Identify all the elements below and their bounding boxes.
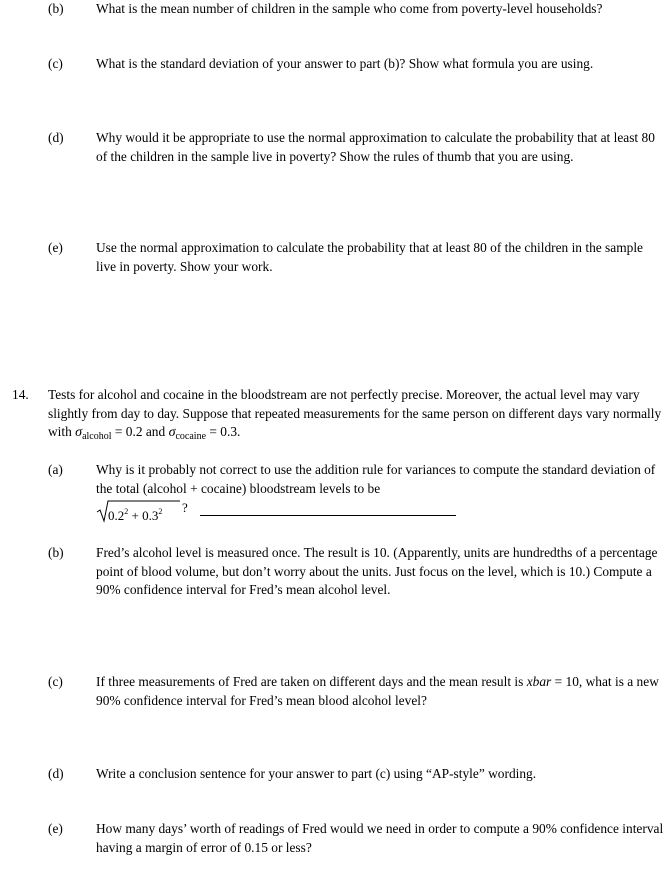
part-text: Fred’s alcohol level is measured once. The result is 10. (Apparently, units are hundredths of a percentage point of blood volume, but don’t worry about the units. Just focus on the level, which is 10.) Compute a 90% confidence interval for Fred’s mean alcohol level. [96, 545, 658, 597]
part-label: (e) [48, 240, 63, 255]
part-label: (d) [48, 130, 64, 145]
part-label: (a) [48, 462, 63, 477]
part-label: (d) [48, 766, 64, 781]
part-label: (b) [48, 545, 64, 560]
answer-blank-line [200, 515, 456, 516]
sigma-alcohol-subscript: alcohol [82, 431, 112, 442]
part-text: Why is it probably not correct to use the addition rule for variances to compute the standard deviation of the total (alcohol + cocaine) bloodstream levels to be [96, 462, 656, 496]
sigma-cocaine-subscript: cocaine [175, 431, 207, 442]
formula-expression: $0.2^2 + 0.3^2$ [108, 507, 163, 523]
part-text: If three measurements of Fred are taken on different days and the mean result is xbar = 10, what is a new 90% confidence interval for Fred’s mean blood alcohol level? [96, 674, 659, 708]
part-label: (c) [48, 674, 63, 689]
question-intro: Tests for alcohol and cocaine in the bloodstream are not perfectly precise. Moreover, the actual level may vary slightly from day to day. Suppose that repeated measurements for the same person on different days vary normally with $\sigma_{alcohol} = 0.2$ and $\sigma_{cocaine} = 0.3$. [48, 387, 662, 442]
part-text: Use the normal approximation to calculate the probability that at least 80 of the children in the sample live in poverty. Show your work. [96, 240, 643, 274]
part-text: Why would it be appropriate to use the normal approximation to calculate the probability that at least 80 of the children in the sample live in poverty? Show the rules of thumb that you are using. [96, 130, 655, 164]
sqrt-formula [96, 499, 496, 523]
question-number: 14. [12, 387, 29, 402]
part-text: What is the mean number of children in the sample who come from poverty-level households? [96, 1, 603, 16]
part-label: (c) [48, 56, 63, 71]
xbar-variable: xbar [526, 674, 552, 689]
part-label: (e) [48, 821, 63, 836]
part-label: (b) [48, 1, 64, 16]
part-text: How many days’ worth of readings of Fred would we need in order to compute a 90% confidence interval having a margin of error of 0.15 or less? [96, 821, 664, 855]
formula-question-mark: ? [182, 500, 188, 515]
part-text: Write a conclusion sentence for your answer to part (c) using “AP-style” wording. [96, 766, 537, 781]
part-text: What is the standard deviation of your answer to part (b)? Show what formula you are using. [96, 56, 594, 71]
